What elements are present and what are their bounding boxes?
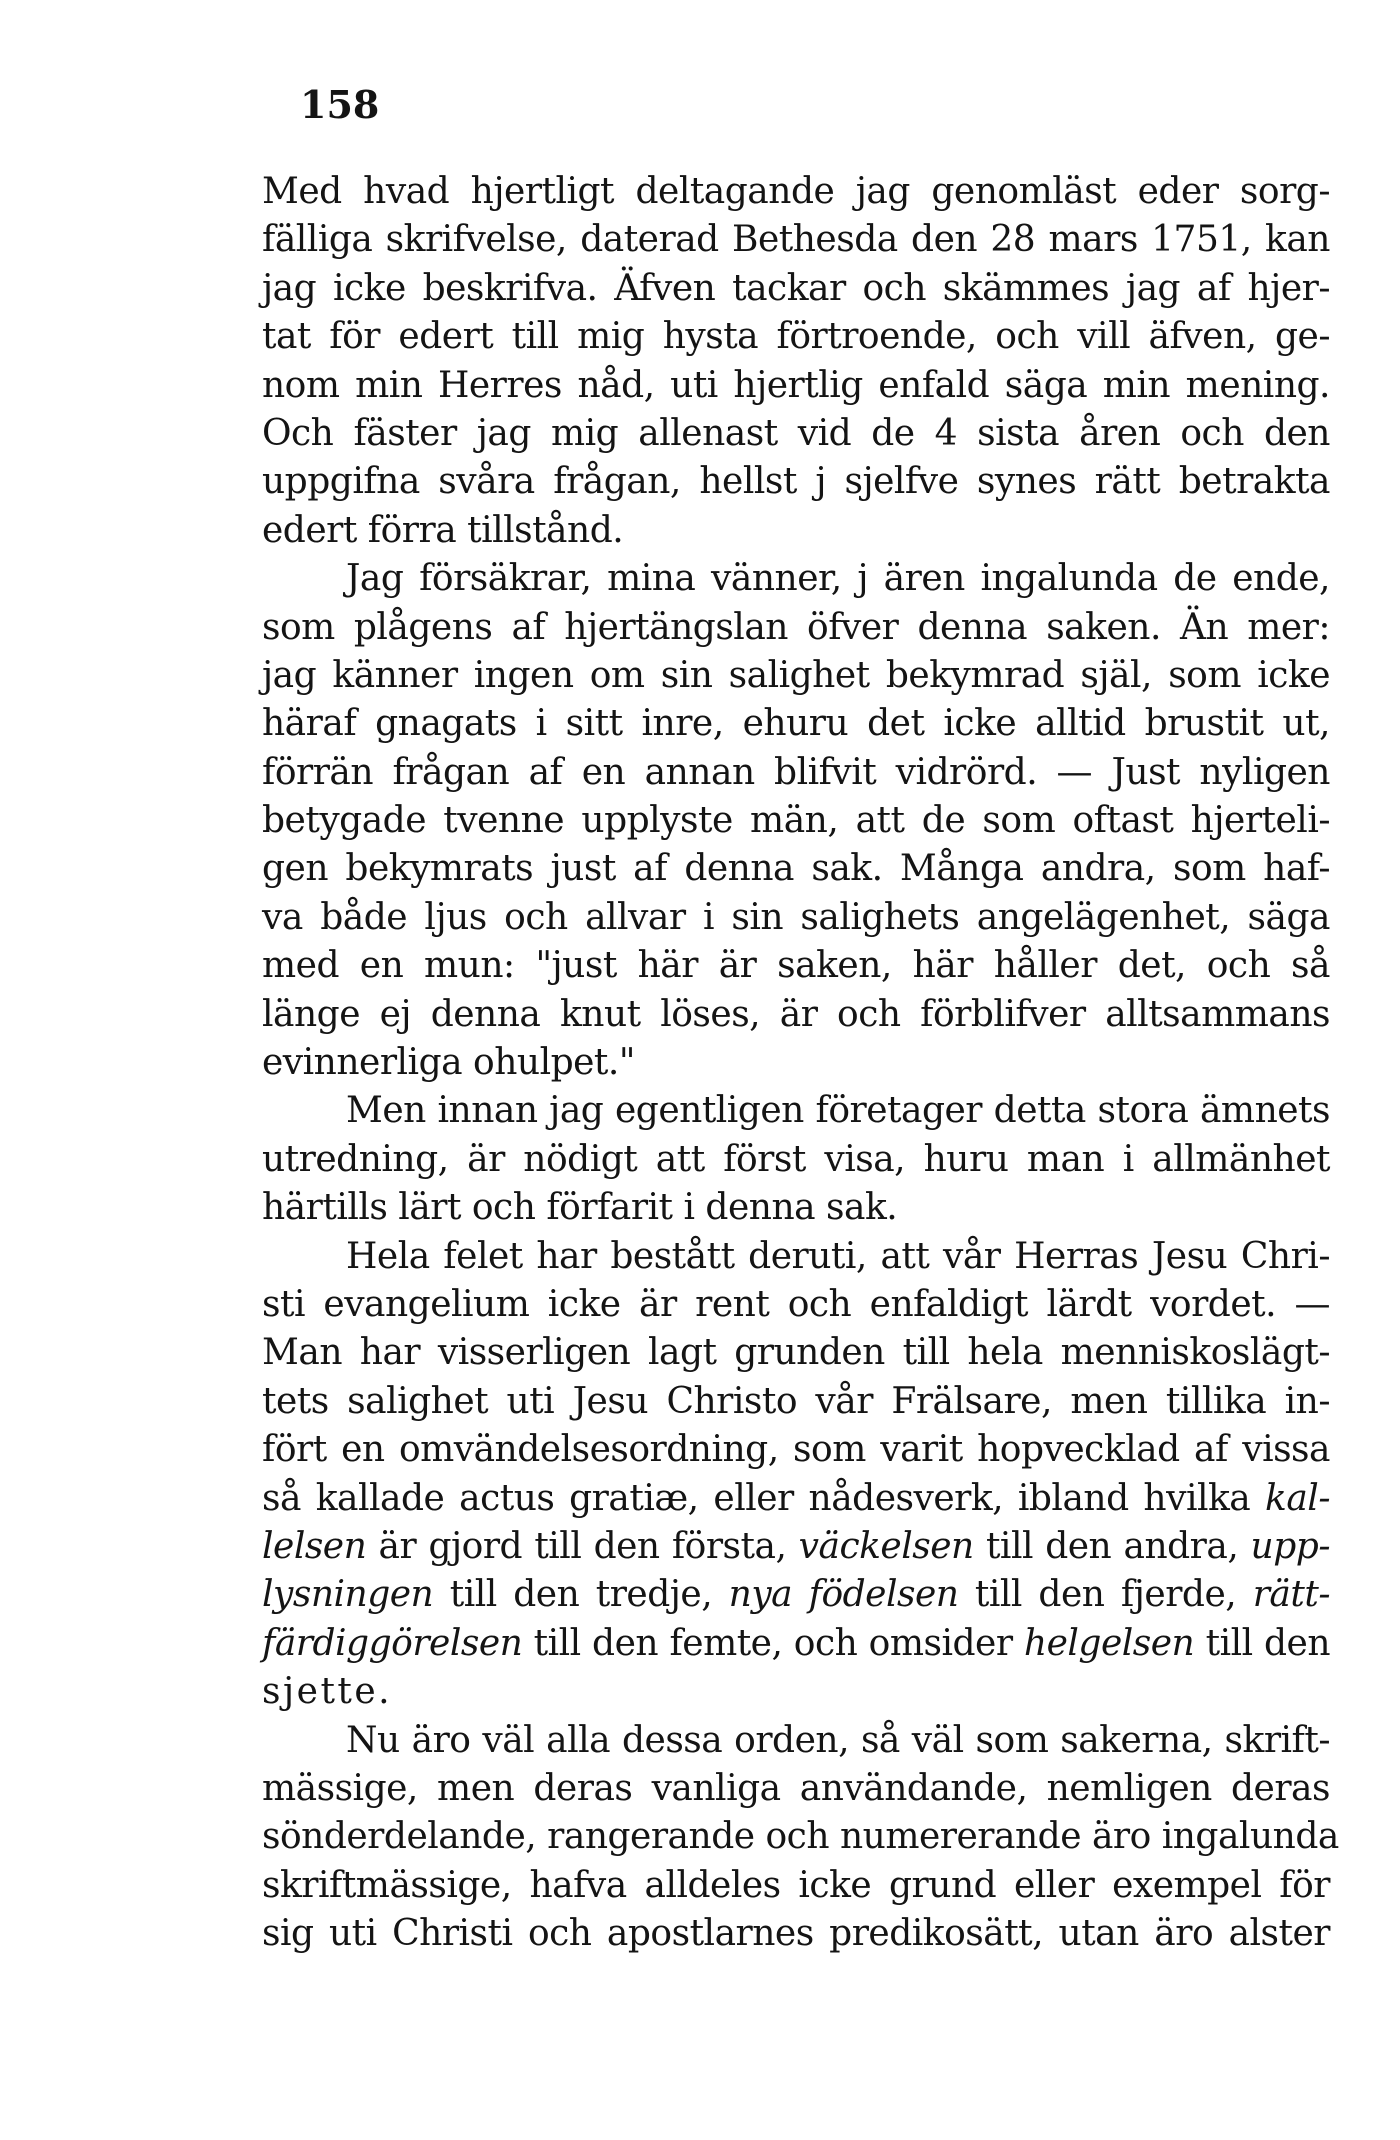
text-line: [262, 216, 1330, 264]
italic-term: väckelsen: [798, 1525, 974, 1567]
text-run: fälliga skrifvelse, daterad Bethesda den 28 mars 1751, kan: [262, 219, 1330, 261]
text-run: evinnerliga ohulpet.": [262, 1042, 635, 1084]
text-run: gen bekymrats just af denna sak. Många andra, som haf-: [262, 848, 1330, 890]
text-run: till den tredje,: [433, 1574, 729, 1616]
text-line: [262, 942, 1330, 990]
text-run: mässige, men deras vanliga användande, nemligen deras: [262, 1767, 1330, 1809]
text-line: [262, 410, 1330, 458]
text-run: jag icke beskrifva. Äfven tackar och skämmes jag af hjer-: [262, 267, 1330, 309]
text-run: förrän frågan af en annan blifvit vidrörd. — Just nyligen: [262, 751, 1330, 793]
text-run: edert förra tillstånd.: [262, 509, 624, 551]
text-run: häraf gnagats i sitt inre, ehuru det icke alltid brustit ut,: [262, 703, 1330, 745]
text-run: skriftmässige, hafva alldeles icke grund eller exempel för: [262, 1864, 1330, 1906]
italic-term: lelsen: [262, 1525, 367, 1567]
text-line: [262, 1910, 1330, 1958]
text-run: till den andra,: [973, 1525, 1251, 1567]
text-line: [262, 1813, 1339, 1861]
italic-term: rätt-: [1252, 1574, 1330, 1616]
text-run: till den femte, och omsider: [522, 1622, 1024, 1664]
text-run: Jag försäkrar, mina vänner, j ären ingalunda de ende,: [346, 558, 1330, 600]
text-line: [262, 1571, 1330, 1619]
text-line: [262, 1329, 1330, 1377]
text-line: [262, 1862, 1330, 1910]
text-run: sti evangelium icke är rent och enfaldigt lärdt vordet. —: [262, 1283, 1330, 1325]
text-line: [262, 845, 1330, 893]
text-run: länge ej denna knut löses, är och förblifver alltsammans: [262, 993, 1330, 1035]
text-run: sig uti Christi och apostlarnes predikosätt, utan äro alster: [262, 1913, 1330, 1955]
text-line: [262, 991, 1330, 1039]
text-run: härtills lärt och förfarit i denna sak.: [262, 1187, 898, 1229]
page-number: 158: [300, 82, 380, 127]
text-line: [262, 1765, 1330, 1813]
text-run: utredning, är nödigt att först visa, huru man i allmänhet: [262, 1138, 1330, 1180]
text-line: [262, 1475, 1330, 1523]
text-line: [262, 1668, 1330, 1716]
text-line: [262, 749, 1330, 797]
text-run: fört en omvändelsesordning, som varit hopvecklad af vissa: [262, 1429, 1330, 1471]
italic-term: helgelsen: [1023, 1622, 1195, 1664]
text-run: Men innan jag egentligen företager detta stora ämnets: [346, 1090, 1330, 1132]
text-run: Och fäster jag mig allenast vid de 4 sista åren och den: [262, 412, 1330, 454]
text-line: [262, 700, 1330, 748]
text-run: till den: [1194, 1622, 1330, 1664]
text-line: [262, 1184, 1330, 1232]
italic-term: färdiggörelsen: [262, 1622, 523, 1664]
text-line: [262, 313, 1330, 361]
text-line: [262, 1039, 1330, 1087]
paragraph-start-line: [262, 1233, 1330, 1281]
text-run: tets salighet uti Jesu Christo vår Frälsare, men tillika in-: [262, 1380, 1330, 1422]
text-line: [262, 1620, 1330, 1668]
text-line: [262, 458, 1330, 506]
text-line: [262, 604, 1330, 652]
text-line: [262, 507, 1330, 555]
text-run: med en mun: "just här är saken, här håller det, och så: [262, 945, 1330, 987]
italic-term: lysningen: [262, 1574, 434, 1616]
text-line: [262, 168, 1330, 216]
text-line: [262, 1281, 1330, 1329]
text-run: Hela felet har bestått deruti, att vår Herras Jesu Chri-: [346, 1235, 1330, 1277]
text-run: sönderdelande, rangerande och numererande äro ingalunda: [262, 1816, 1339, 1858]
text-line: [262, 1523, 1330, 1571]
text-run: jag känner ingen om sin salighet bekymrad själ, som icke: [262, 654, 1330, 696]
text-line: [262, 265, 1330, 313]
paragraph-start-line: [262, 1717, 1330, 1765]
text-line: [262, 362, 1330, 410]
text-run: Med hvad hjertligt deltagande jag genomläst eder sorg-: [262, 171, 1330, 212]
text-line: [262, 1378, 1330, 1426]
text-run: tat för edert till mig hysta förtroende, och vill äfven, ge-: [262, 316, 1330, 358]
text-run: är gjord till den första,: [366, 1525, 799, 1567]
text-line: [262, 1426, 1330, 1474]
paragraph-start-line: [262, 555, 1330, 603]
text-run: till den fjerde,: [958, 1574, 1253, 1616]
paragraph-start-line: [262, 1087, 1330, 1135]
text-line: [262, 652, 1330, 700]
text-line: [262, 797, 1330, 845]
italic-term: upp-: [1250, 1525, 1330, 1567]
text-line: [262, 894, 1330, 942]
body-text: [262, 168, 1339, 1958]
text-run: nom min Herres nåd, uti hjertlig enfald säga min mening.: [262, 364, 1330, 406]
text-run: Nu äro väl alla dessa orden, så väl som sakerna, skrift-: [346, 1719, 1330, 1761]
text-line: [262, 1136, 1330, 1184]
text-run: sjette.: [262, 1671, 393, 1713]
text-run: som plågens af hjertängslan öfver denna saken. Än mer:: [262, 606, 1330, 648]
text-run: betygade tvenne upplyste män, att de som oftast hjerteli-: [262, 800, 1330, 842]
text-run: va både ljus och allvar i sin salighets angelägenhet, säga: [262, 896, 1330, 938]
text-run: uppgifna svåra frågan, hellst j sjelfve synes rätt betrakta: [262, 461, 1330, 503]
text-run: Man har visserligen lagt grunden till hela menniskoslägt-: [262, 1332, 1330, 1374]
italic-term: nya födelsen: [728, 1574, 959, 1616]
text-run: så kallade actus gratiæ, eller nådesverk, ibland hvilka: [262, 1477, 1266, 1519]
italic-term: kal-: [1265, 1477, 1330, 1519]
